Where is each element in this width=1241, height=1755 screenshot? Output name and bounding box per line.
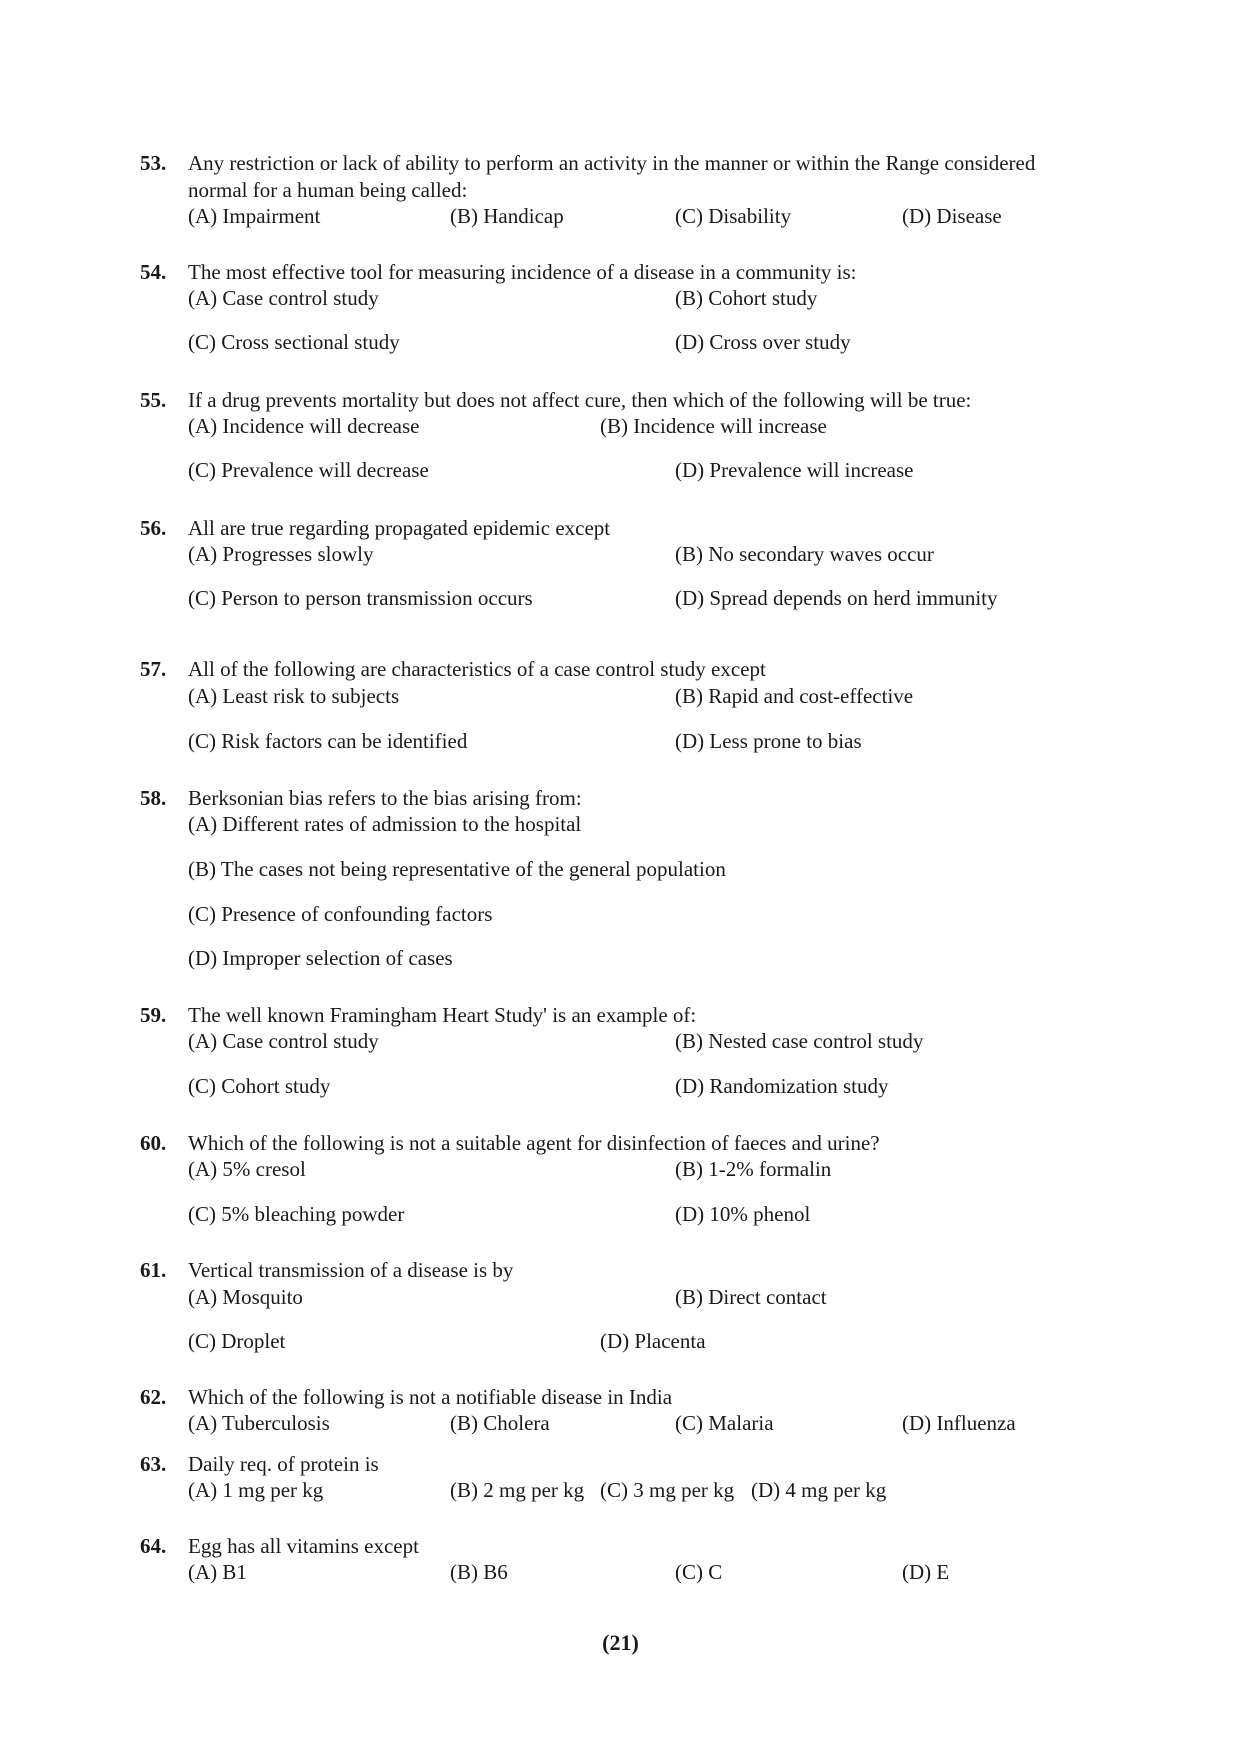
question-text: If a drug prevents mortality but does not affect cure, then which of the following will be true: — [188, 388, 972, 412]
page-number: (21) — [602, 1630, 639, 1655]
option-a: (A) 1 mg per kg — [188, 1478, 324, 1502]
question-number: 53. — [140, 151, 167, 175]
option-b: (B) Nested case control study — [675, 1029, 924, 1053]
question-text: Berksonian bias refers to the bias arising from: — [188, 786, 582, 810]
question-text: All are true regarding propagated epidemic except — [188, 516, 611, 540]
option-d: (D) Placenta — [600, 1329, 706, 1353]
question-text: All of the following are characteristics of a case control study except — [188, 657, 766, 681]
option-c: (C) Cross sectional study — [188, 330, 400, 354]
question-number: 59. — [140, 1003, 167, 1027]
option-a: (A) Case control study — [188, 286, 379, 310]
option-d: (D) Cross over study — [675, 330, 851, 354]
option-c: (C) Malaria — [675, 1411, 774, 1435]
option-d: (D) Prevalence will increase — [675, 458, 914, 482]
question-text: Egg has all vitamins except — [188, 1534, 419, 1558]
option-a: (A) Least risk to subjects — [188, 684, 400, 708]
question-text: Which of the following is not a notifiable disease in India — [188, 1385, 673, 1409]
question-text: The well known Framingham Heart Study' is an example of: — [188, 1003, 697, 1027]
option-c: (C) 3 mg per kg — [600, 1478, 735, 1502]
question-text: Any restriction or lack of ability to perform an activity in the manner or within the Range considered — [188, 151, 1036, 175]
option-c: (C) Disability — [675, 204, 792, 228]
option-d: (D) Less prone to bias — [675, 729, 862, 753]
option-c: (C) Risk factors can be identified — [188, 729, 468, 753]
question-text: Which of the following is not a suitable agent for disinfection of faeces and urine? — [188, 1131, 880, 1155]
option-b: (B) The cases not being representative of the general population — [188, 857, 726, 881]
option-d: (D) Randomization study — [675, 1074, 889, 1098]
question-number: 58. — [140, 786, 167, 810]
option-b: (B) No secondary waves occur — [675, 542, 934, 566]
option-b: (B) Cohort study — [675, 286, 818, 310]
option-a: (A) B1 — [188, 1560, 247, 1584]
option-d: (D) Influenza — [902, 1411, 1016, 1435]
question-number: 55. — [140, 388, 167, 412]
option-b: (B) 2 mg per kg — [450, 1478, 585, 1502]
option-c: (C) Cohort study — [188, 1074, 331, 1098]
option-b: (B) Incidence will increase — [600, 414, 827, 438]
option-a: (A) Different rates of admission to the hospital — [188, 812, 582, 836]
question-text-continued: normal for a human being called: — [188, 178, 468, 202]
option-d: (D) Disease — [902, 204, 1002, 228]
question-number: 61. — [140, 1258, 167, 1282]
question-number: 57. — [140, 657, 167, 681]
option-b: (B) Cholera — [450, 1411, 550, 1435]
option-a: (A) Case control study — [188, 1029, 379, 1053]
question-number: 54. — [140, 260, 167, 284]
option-c: (C) C — [675, 1560, 723, 1584]
option-b: (B) Rapid and cost-effective — [675, 684, 914, 708]
option-c: (C) 5% bleaching powder — [188, 1202, 405, 1226]
question-text: The most effective tool for measuring incidence of a disease in a community is: — [188, 260, 857, 284]
option-c: (C) Presence of confounding factors — [188, 902, 493, 926]
option-d: (D) Improper selection of cases — [188, 946, 453, 970]
option-d: (D) E — [902, 1560, 950, 1584]
option-d: (D) 10% phenol — [675, 1202, 811, 1226]
option-a: (A) Progresses slowly — [188, 542, 374, 566]
question-text: Vertical transmission of a disease is by — [188, 1258, 514, 1282]
option-a: (A) Incidence will decrease — [188, 414, 420, 438]
option-d: (D) Spread depends on herd immunity — [675, 586, 998, 610]
option-a: (A) Tuberculosis — [188, 1411, 330, 1435]
option-b: (B) B6 — [450, 1560, 508, 1584]
question-number: 56. — [140, 516, 167, 540]
option-b: (B) 1-2% formalin — [675, 1157, 832, 1181]
option-a: (A) Impairment — [188, 204, 321, 228]
option-a: (A) Mosquito — [188, 1285, 303, 1309]
option-b: (B) Handicap — [450, 204, 564, 228]
option-c: (C) Person to person transmission occurs — [188, 586, 533, 610]
option-d: (D) 4 mg per kg — [751, 1478, 887, 1502]
option-c: (C) Prevalence will decrease — [188, 458, 429, 482]
option-a: (A) 5% cresol — [188, 1157, 306, 1181]
question-text: Daily req. of protein is — [188, 1452, 379, 1476]
question-number: 62. — [140, 1385, 167, 1409]
question-number: 60. — [140, 1131, 167, 1155]
question-number: 63. — [140, 1452, 167, 1476]
question-number: 64. — [140, 1534, 167, 1558]
option-c: (C) Droplet — [188, 1329, 286, 1353]
option-b: (B) Direct contact — [675, 1285, 827, 1309]
